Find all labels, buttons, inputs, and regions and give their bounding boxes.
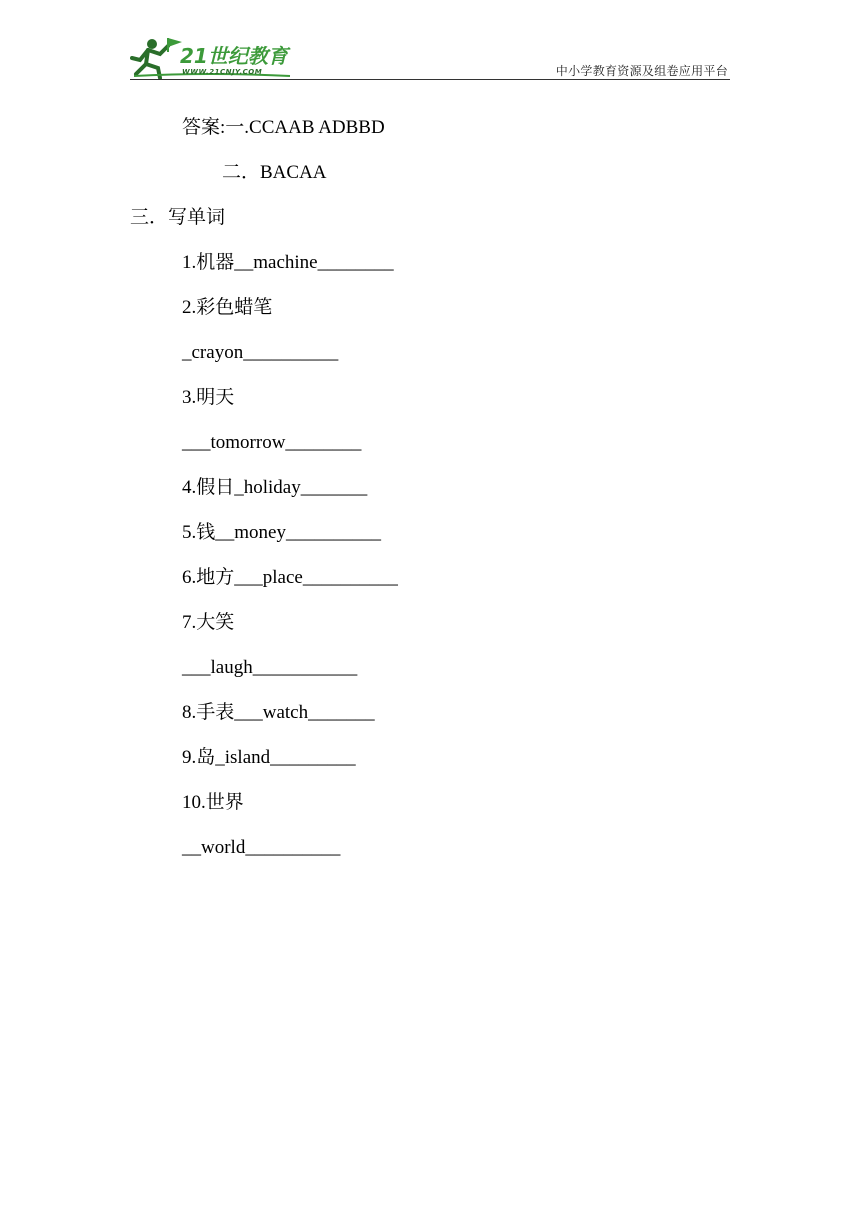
platform-tagline: 中小学教育资源及组卷应用平台	[555, 64, 728, 78]
list-item: 9.岛_island_________	[182, 747, 356, 768]
site-logo	[130, 36, 300, 80]
list-item: __world__________	[182, 837, 341, 858]
list-item: ___tomorrow________	[182, 432, 362, 453]
answers-line-1: 答案:一.CCAAB ADBBD	[182, 117, 385, 138]
section-3-title: 三．写单词	[130, 207, 226, 228]
list-item: 4.假日_holiday_______	[182, 477, 368, 498]
list-item: 6.地方___place__________	[182, 567, 398, 588]
list-item: 3.明天	[182, 387, 235, 408]
list-item: 5.钱__money__________	[182, 522, 381, 543]
page-header	[130, 36, 730, 81]
list-item: ___laugh___________	[182, 657, 358, 678]
list-item: 2.彩色蜡笔	[182, 297, 273, 318]
logo-text: 21世纪教育	[180, 44, 288, 68]
list-item: _crayon__________	[182, 342, 339, 363]
header-divider	[130, 79, 730, 80]
runner-logo-icon	[130, 36, 300, 80]
answers-line-2: 二．BACAA	[222, 162, 327, 183]
list-item: 7.大笑	[182, 612, 235, 633]
logo-url-text: WWW.21CNJY.COM	[182, 68, 263, 76]
list-item: 10.世界	[182, 792, 244, 813]
list-item: 8.手表___watch_______	[182, 702, 375, 723]
list-item: 1.机器__machine________	[182, 252, 394, 273]
